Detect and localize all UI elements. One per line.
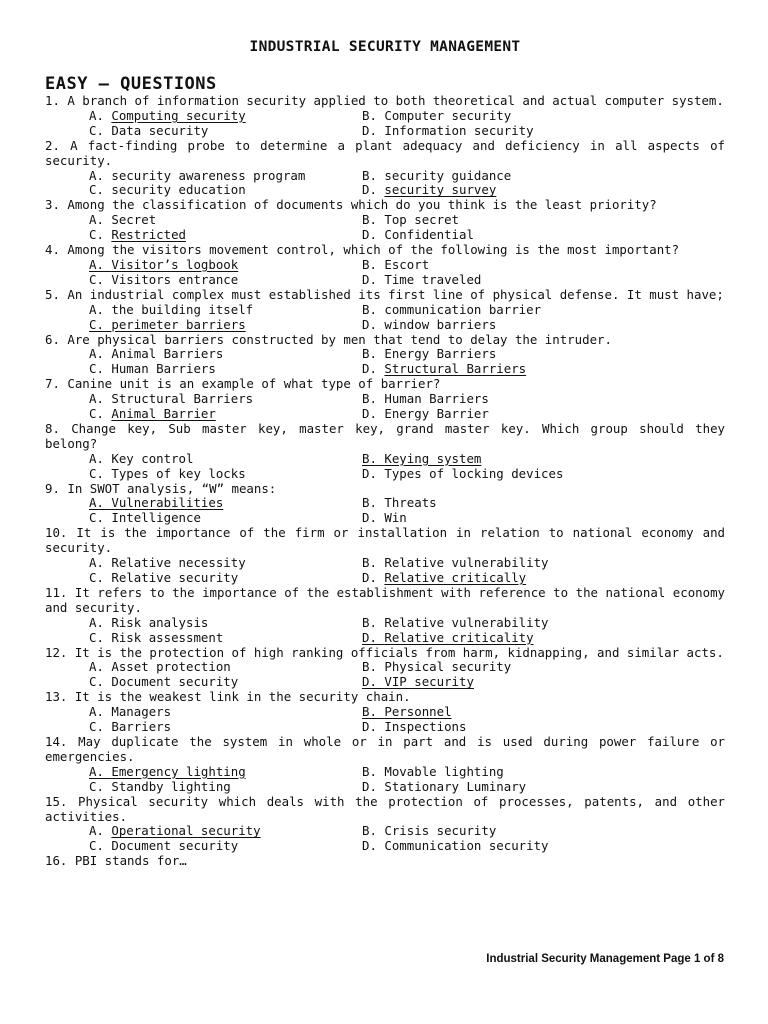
option-row	[45, 258, 725, 273]
option-label: Human Barriers	[384, 391, 489, 407]
question-text: 6. Are physical barriers constructed by men that tend to delay the intruder.	[45, 331, 612, 347]
option-row	[45, 675, 725, 690]
answer-option	[89, 467, 362, 482]
correct-answer-option	[362, 571, 722, 586]
option-label: Restricted	[111, 227, 186, 243]
option-label: perimeter barriers	[111, 316, 246, 332]
answer-option	[362, 616, 722, 631]
option-letter: D.	[362, 510, 385, 526]
answer-option	[362, 780, 722, 795]
answer-option	[89, 183, 362, 198]
option-label: Vulnerabilities	[111, 495, 224, 511]
answer-option	[89, 347, 362, 362]
option-label: the building itself	[111, 301, 254, 317]
option-row	[45, 511, 725, 526]
option-row	[45, 616, 725, 631]
option-letter: A.	[89, 763, 112, 779]
answer-options	[45, 452, 725, 482]
option-letter: A.	[89, 450, 112, 466]
option-letter: A.	[89, 614, 112, 630]
question-text: 16. PBI stands for…	[45, 853, 187, 869]
answer-option	[89, 556, 362, 571]
option-letter: D.	[362, 465, 385, 481]
answer-option	[362, 258, 722, 273]
option-row	[45, 392, 725, 407]
option-letter: A.	[89, 823, 112, 839]
option-letter: C.	[89, 629, 112, 645]
option-letter: C.	[89, 227, 112, 243]
answer-option	[89, 839, 362, 854]
option-label: Relative vulnerability	[384, 614, 549, 630]
document-title: INDUSTRIAL SECURITY MANAGEMENT	[249, 39, 521, 55]
option-letter: C.	[89, 182, 112, 198]
option-letter: B.	[362, 659, 385, 675]
correct-answer-option	[89, 824, 362, 839]
answer-option	[362, 496, 722, 511]
correct-answer-option	[89, 228, 362, 243]
answer-option	[89, 303, 362, 318]
option-row	[45, 571, 725, 586]
option-label: Threats	[384, 495, 437, 511]
question-text: 12. It is the protection of high ranking officials from harm, kidnapping, and similar acts.	[45, 644, 724, 660]
answer-option	[362, 318, 722, 333]
option-label: VIP security	[384, 674, 474, 690]
option-label: Crisis security	[384, 823, 497, 839]
answer-option	[362, 303, 722, 318]
question-text: 2. A fact-finding probe to determine a plant adequacy and deficiency in all aspects of security.	[45, 137, 725, 168]
question-text: 4. Among the visitors movement control, which of the following is the most important?	[45, 242, 680, 258]
option-label: communication barrier	[384, 301, 542, 317]
option-row	[45, 228, 725, 243]
question-text: 9. In SWOT analysis, “W” means:	[45, 480, 277, 496]
option-letter: B.	[362, 614, 385, 630]
option-label: Communication security	[384, 838, 549, 854]
option-label: Structural Barriers	[384, 361, 527, 377]
correct-answer-option	[362, 631, 722, 646]
answer-options	[45, 765, 725, 795]
option-letter: D.	[362, 719, 385, 735]
option-label: Personnel	[384, 704, 452, 720]
correct-answer-option	[89, 765, 362, 780]
option-label: Managers	[111, 704, 172, 720]
option-label: Physical security	[384, 659, 512, 675]
option-letter: C.	[89, 271, 112, 287]
option-letter: B.	[362, 346, 385, 362]
option-letter: C.	[89, 570, 112, 585]
answer-option	[362, 213, 722, 228]
option-letter: A.	[89, 391, 112, 407]
answer-option	[362, 556, 722, 571]
question-text: 15. Physical security which deals with the protection of processes, patents, and other activities.	[45, 793, 725, 824]
option-row	[45, 452, 725, 467]
option-label: Time traveled	[384, 271, 482, 287]
option-letter: A.	[89, 495, 112, 511]
option-row	[45, 303, 725, 318]
option-label: Visitors entrance	[111, 271, 239, 287]
option-label: Barriers	[111, 719, 172, 735]
option-letter: A.	[89, 301, 112, 317]
option-label: Confidential	[384, 227, 474, 243]
answer-option	[89, 392, 362, 407]
answer-options	[45, 303, 725, 333]
option-label: Relative vulnerability	[384, 555, 549, 571]
option-letter: B.	[362, 167, 385, 183]
question-text: 7. Canine unit is an example of what type of barrier?	[45, 376, 441, 392]
option-label: Escort	[384, 256, 430, 272]
option-letter: C.	[89, 361, 112, 377]
option-row	[45, 705, 725, 720]
answer-option	[362, 347, 722, 362]
answer-options	[45, 392, 725, 422]
question-text: 3. Among the classification of documents which do you think is the least priority?	[45, 197, 657, 213]
option-label: Information security	[384, 122, 534, 138]
option-label: Asset protection	[111, 659, 231, 675]
option-label: Secret	[111, 212, 157, 228]
question-text: 13. It is the weakest link in the security chain.	[45, 689, 411, 705]
option-label: Relative necessity	[111, 555, 246, 571]
option-letter: A.	[89, 346, 112, 362]
option-label: Movable lighting	[384, 763, 504, 779]
correct-answer-option	[89, 318, 362, 333]
option-label: Animal Barriers	[111, 346, 224, 362]
answer-option	[89, 705, 362, 720]
answer-option	[89, 631, 362, 646]
answer-options	[45, 109, 725, 139]
question-text: 11. It refers to the importance of the establishment with reference to the national economy and security.	[45, 584, 725, 615]
option-letter: A.	[89, 256, 112, 272]
option-letter: B.	[362, 391, 385, 407]
option-letter: A.	[89, 704, 112, 720]
answer-option	[89, 362, 362, 377]
option-label: Relative criticality	[384, 629, 534, 645]
option-label: Document security	[111, 838, 239, 854]
answer-option	[362, 109, 722, 124]
option-row	[45, 273, 725, 288]
answer-option	[362, 824, 722, 839]
answer-options	[45, 496, 725, 526]
option-letter: C.	[89, 510, 112, 526]
option-letter: D.	[362, 570, 385, 585]
answer-option	[89, 273, 362, 288]
option-label: Intelligence	[111, 510, 201, 526]
answer-options	[45, 347, 725, 377]
answer-options	[45, 258, 725, 288]
answer-option	[362, 839, 722, 854]
option-label: security education	[111, 182, 246, 198]
option-row	[45, 213, 725, 228]
question-text: 8. Change key, Sub master key, master key, grand master key. Which group should they belong?	[45, 420, 725, 451]
option-label: Emergency lighting	[111, 763, 246, 779]
option-row	[45, 407, 725, 422]
answer-option	[89, 780, 362, 795]
answer-option	[362, 720, 722, 735]
answer-option	[89, 571, 362, 586]
answer-options	[45, 616, 725, 646]
option-label: Inspections	[384, 719, 467, 735]
correct-answer-option	[89, 496, 362, 511]
option-letter: C.	[89, 122, 112, 138]
option-row	[45, 467, 725, 482]
option-label: Types of key locks	[111, 465, 246, 481]
correct-answer-option	[362, 362, 722, 377]
option-letter: D.	[362, 182, 385, 198]
option-row	[45, 362, 725, 377]
option-letter: B.	[362, 107, 385, 123]
option-label: Operational security	[111, 823, 261, 839]
option-label: Risk assessment	[111, 629, 224, 645]
option-letter: B.	[362, 704, 385, 720]
answer-option	[89, 720, 362, 735]
option-row	[45, 631, 725, 646]
option-label: Animal Barrier	[111, 406, 216, 422]
option-label: Stationary Luminary	[384, 778, 527, 794]
answer-option	[362, 407, 722, 422]
option-letter: B.	[362, 823, 385, 839]
option-row	[45, 318, 725, 333]
option-label: window barriers	[384, 316, 497, 332]
option-row	[45, 824, 725, 839]
option-label: security awareness program	[111, 167, 306, 183]
question-text: 10. It is the importance of the firm or installation in relation to national economy and security.	[45, 525, 725, 556]
answer-option	[362, 273, 722, 288]
option-row	[45, 556, 725, 571]
option-letter: D.	[362, 838, 385, 854]
option-row	[45, 183, 725, 198]
option-row	[45, 765, 725, 780]
option-label: Energy Barrier	[384, 406, 489, 422]
option-row	[45, 109, 725, 124]
answer-option	[89, 169, 362, 184]
option-letter: C.	[89, 465, 112, 481]
option-letter: D.	[362, 361, 385, 377]
correct-answer-option	[362, 183, 722, 198]
document-page	[45, 38, 725, 869]
option-letter: B.	[362, 450, 385, 466]
option-label: Keying system	[384, 450, 482, 466]
section-heading: EASY – QUESTIONS	[45, 74, 217, 94]
answer-options	[45, 556, 725, 586]
answer-option	[362, 392, 722, 407]
option-letter: B.	[362, 495, 385, 511]
answer-option	[362, 765, 722, 780]
answer-option	[362, 228, 722, 243]
answer-option	[89, 511, 362, 526]
answer-option	[89, 452, 362, 467]
question-text: 14. May duplicate the system in whole or in part and is used during power failure or emergencies.	[45, 733, 725, 764]
option-label: security survey	[384, 182, 497, 198]
answer-option	[362, 124, 722, 139]
question-list	[45, 94, 725, 869]
option-letter: A.	[89, 167, 112, 183]
answer-options	[45, 824, 725, 854]
option-label: Relative critically	[384, 570, 527, 585]
option-letter: D.	[362, 271, 385, 287]
option-letter: D.	[362, 122, 385, 138]
option-label: Computer security	[384, 107, 512, 123]
answer-option	[89, 660, 362, 675]
correct-answer-option	[362, 452, 722, 467]
option-label: Relative security	[111, 570, 239, 585]
answer-options	[45, 705, 725, 735]
option-letter: D.	[362, 227, 385, 243]
option-row	[45, 780, 725, 795]
option-label: Data security	[111, 122, 209, 138]
correct-answer-option	[89, 109, 362, 124]
option-letter: B.	[362, 212, 385, 228]
option-letter: C.	[89, 406, 112, 422]
correct-answer-option	[89, 258, 362, 273]
option-letter: D.	[362, 406, 385, 422]
option-row	[45, 839, 725, 854]
answer-option	[362, 169, 722, 184]
option-row	[45, 720, 725, 735]
option-row	[45, 496, 725, 511]
option-label: Types of locking devices	[384, 465, 564, 481]
option-label: Energy Barriers	[384, 346, 497, 362]
option-letter: D.	[362, 778, 385, 794]
answer-options	[45, 213, 725, 243]
option-letter: C.	[89, 316, 112, 332]
option-label: Human Barriers	[111, 361, 216, 377]
option-label: Top secret	[384, 212, 459, 228]
answer-option	[89, 616, 362, 631]
answer-options	[45, 660, 725, 690]
option-letter: A.	[89, 659, 112, 675]
answer-options	[45, 169, 725, 199]
option-label: Risk analysis	[111, 614, 209, 630]
option-letter: D.	[362, 629, 385, 645]
option-label: Standby lighting	[111, 778, 231, 794]
option-letter: A.	[89, 555, 112, 571]
option-label: Document security	[111, 674, 239, 690]
option-letter: B.	[362, 555, 385, 571]
correct-answer-option	[89, 407, 362, 422]
answer-option	[89, 213, 362, 228]
option-letter: C.	[89, 719, 112, 735]
option-letter: B.	[362, 256, 385, 272]
option-row	[45, 169, 725, 184]
answer-option	[89, 675, 362, 690]
option-letter: C.	[89, 778, 112, 794]
question-text: 1. A branch of information security applied to both theoretical and actual computer system.	[45, 93, 724, 108]
option-letter: A.	[89, 107, 112, 123]
correct-answer-option	[362, 675, 722, 690]
option-letter: D.	[362, 316, 385, 332]
answer-option	[362, 467, 722, 482]
correct-answer-option	[362, 705, 722, 720]
option-label: security guidance	[384, 167, 512, 183]
option-label: Computing security	[111, 107, 246, 123]
option-row	[45, 124, 725, 139]
option-letter: C.	[89, 674, 112, 690]
option-letter: A.	[89, 212, 112, 228]
answer-option	[362, 660, 722, 675]
option-letter: B.	[362, 763, 385, 779]
page-footer: Industrial Security Management Page 1 of 8	[486, 953, 724, 965]
option-letter: D.	[362, 674, 385, 690]
answer-option	[362, 511, 722, 526]
option-row	[45, 347, 725, 362]
option-label: Structural Barriers	[111, 391, 254, 407]
option-letter: B.	[362, 301, 385, 317]
option-row	[45, 660, 725, 675]
option-letter: C.	[89, 838, 112, 854]
option-label: Win	[384, 510, 407, 526]
answer-option	[89, 124, 362, 139]
option-label: Visitor’s logbook	[111, 256, 239, 272]
option-label: Key control	[111, 450, 194, 466]
question-text: 5. An industrial complex must established its first line of physical defense. It must have;	[45, 286, 724, 302]
